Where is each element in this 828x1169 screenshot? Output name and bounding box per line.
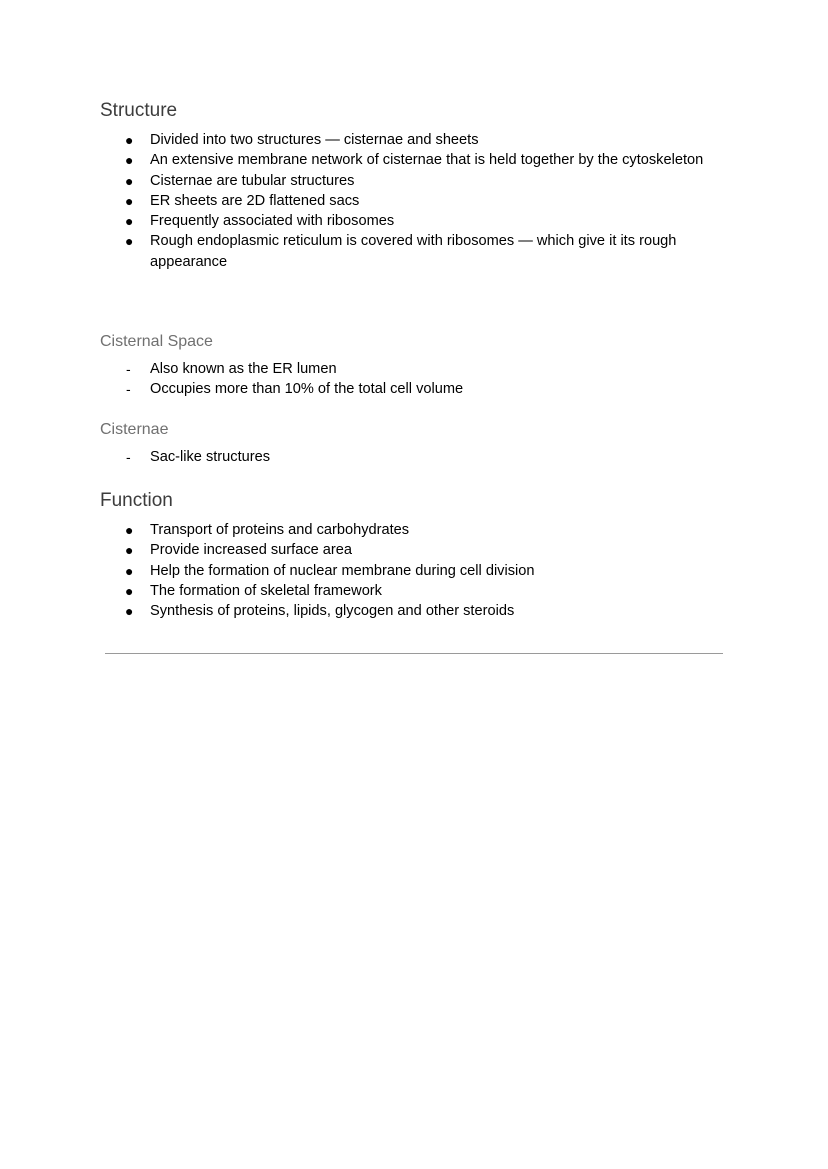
list-item: ● Transport of proteins and carbohydrates (0, 520, 710, 540)
bullet-icon: ● (125, 542, 134, 559)
bullet-icon: ● (125, 603, 134, 620)
dash-icon: - (126, 449, 131, 465)
list-item: ● ER sheets are 2D flattened sacs (0, 191, 710, 211)
list-item: - Occupies more than 10% of the total cell volume (0, 379, 710, 399)
list-item: ● An extensive membrane network of cisternae that is held together by the cytoskeleton (0, 150, 710, 170)
list-item: - Sac-like structures (0, 447, 710, 467)
heading-cisternae: Cisternae (100, 421, 169, 438)
heading-structure: Structure (100, 100, 178, 121)
list-item: ● Synthesis of proteins, lipids, glycogen and other steroids (0, 601, 710, 621)
heading-cisternal-space: Cisternal Space (100, 333, 213, 350)
structure-list (0, 130, 710, 272)
dash-icon: - (126, 361, 131, 377)
list-item: ● Cisternae are tubular structures (0, 171, 710, 191)
bullet-icon: ● (125, 562, 134, 579)
list-item: ● Help the formation of nuclear membrane during cell division (0, 561, 710, 581)
list-item: ● Divided into two structures — cisternae and sheets (0, 130, 710, 150)
cisternae-list (0, 447, 710, 467)
list-item: ● Provide increased surface area (0, 540, 710, 560)
bullet-icon: ● (125, 132, 134, 148)
function-list (0, 520, 710, 621)
bullet-icon: ● (125, 152, 134, 169)
bullet-icon: ● (125, 172, 134, 189)
list-item: ● Frequently associated with ribosomes (0, 211, 710, 231)
list-item: ● The formation of skeletal framework (0, 581, 710, 601)
cisternal-space-list (0, 359, 710, 400)
list-item: ● Rough endoplasmic reticulum is covered with ribosomes — which give it its rough appearance (125, 233, 677, 270)
bullet-icon: ● (125, 192, 134, 209)
heading-function: Function (100, 490, 173, 511)
bullet-icon: ● (125, 213, 134, 230)
bullet-icon: ● (125, 233, 134, 250)
list-item: - Also known as the ER lumen (0, 359, 710, 379)
dash-icon: - (126, 381, 131, 398)
horizontal-divider (105, 653, 723, 654)
bullet-icon: ● (125, 522, 134, 538)
bullet-icon: ● (125, 582, 134, 599)
